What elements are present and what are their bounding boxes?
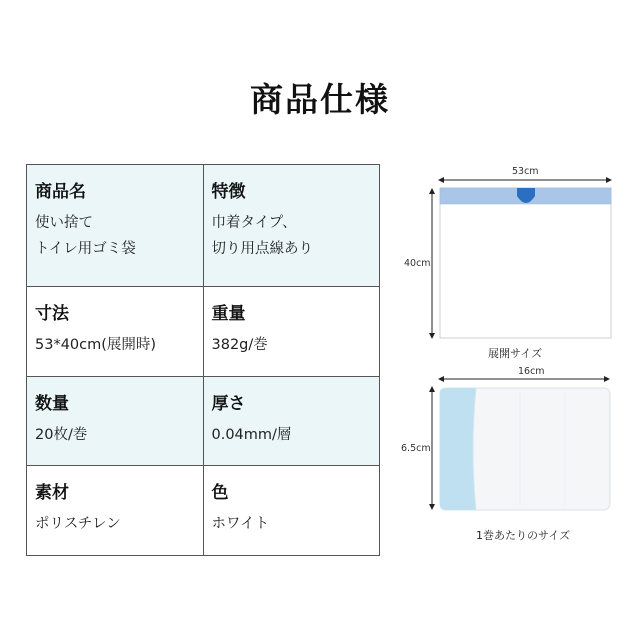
spec-label: 重量 [211, 304, 246, 325]
spec-value: 382g/巻 [211, 337, 268, 354]
spec-value: ホワイト [211, 516, 270, 533]
spec-row [27, 376, 380, 466]
spec-cell-feature [203, 165, 380, 287]
spec-value: ポリスチレン [35, 516, 121, 533]
flat-caption: 展開サイズ [488, 347, 543, 360]
spec-table [26, 164, 380, 556]
spec-label: 商品名 [35, 182, 86, 202]
spec-cell-size [27, 287, 204, 377]
spec-label: 色 [211, 483, 229, 504]
spec-cell-name [27, 165, 204, 287]
spec-cell-color [203, 466, 380, 556]
spec-value: 巾着タイプ、 [211, 215, 297, 231]
spec-value: 53*40cm(展開時) [35, 337, 157, 354]
spec-label: 厚さ [211, 393, 246, 414]
spec-label: 素材 [35, 483, 69, 504]
spec-value: 20枚/巻 [35, 426, 88, 443]
spec-value: 切り用点線あり [211, 241, 313, 257]
spec-value: 0.04mm/層 [211, 426, 292, 443]
spec-label: 特徴 [211, 182, 246, 202]
spec-cell-weight [203, 287, 380, 377]
spec-cell-thickness [203, 376, 380, 466]
flat-width-label: 53cm [512, 166, 539, 177]
spec-cell-quantity [27, 376, 204, 466]
page-title: 商品仕様 [250, 80, 390, 119]
spec-row [27, 165, 380, 287]
spec-row [27, 287, 380, 377]
roll-width-label: 16cm [518, 366, 545, 377]
flat-height-label: 40cm [404, 258, 431, 269]
roll-caption: 1巻あたりのサイズ [476, 529, 571, 542]
spec-cell-material [27, 466, 204, 556]
spec-label: 寸法 [35, 304, 69, 325]
spec-value: 使い捨て [35, 215, 93, 231]
roll-height-label: 6.5cm [401, 443, 431, 454]
spec-row [27, 466, 380, 556]
spec-label: 数量 [35, 393, 69, 414]
spec-value: トイレ用ゴミ袋 [35, 241, 136, 257]
